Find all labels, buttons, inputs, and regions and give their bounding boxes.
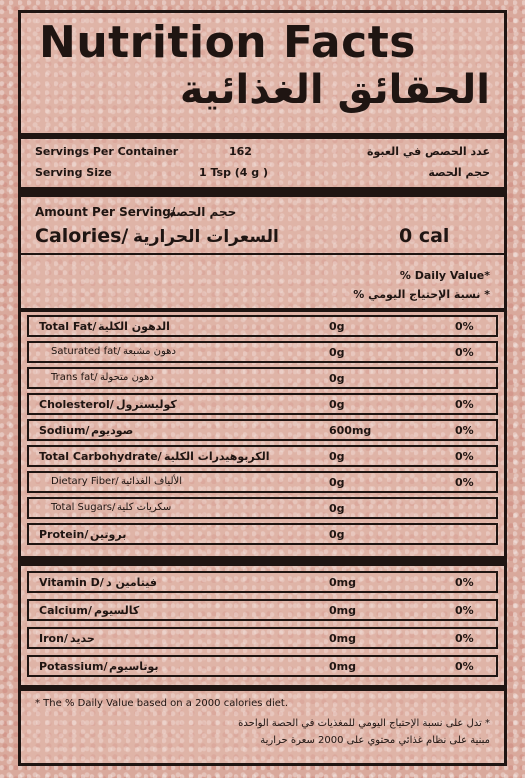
nutrient-name-arabic: بروتين — [90, 528, 127, 541]
nutrient-name: Potassium/ — [39, 660, 108, 673]
amount-per-serving-arabic: حجم الحصة — [169, 205, 237, 219]
nutrient-name-arabic: كوليسترول — [116, 398, 177, 411]
daily-value-header: % Daily Value* — [399, 269, 490, 282]
servings-per-container-arabic: عدد الحصص في العبوة — [367, 145, 490, 158]
serving-size-arabic: حجم الحصة — [428, 166, 490, 179]
calories-arabic: السعرات الحرارية — [133, 227, 279, 247]
calories-label: Calories/ — [35, 225, 129, 247]
nutrient-name: Calcium/ — [39, 604, 92, 617]
footnote-arabic-line1: * تدل على نسبة الإحتياج اليومي للمغذيات في الحصة الواحدة — [238, 718, 490, 729]
nutrient-name: Cholesterol/ — [39, 398, 114, 411]
nutrient-name-arabic: حديد — [70, 632, 95, 645]
divider-thick — [21, 133, 504, 139]
nutrient-name: Total Sugars/ — [51, 502, 116, 513]
nutrient-name: Iron/ — [39, 632, 68, 645]
nutrient-amount: 0mg — [329, 604, 356, 617]
nutrient-amount: 0g — [329, 502, 345, 515]
nutrient-amount: 0g — [329, 476, 345, 489]
nutrient-name-arabic: دهون متحولة — [100, 372, 154, 383]
nutrient-daily-value: 0% — [455, 476, 474, 489]
calories-value: 0 cal — [399, 225, 450, 247]
servings-per-container-value: 162 — [229, 145, 252, 158]
nutrient-row — [27, 419, 498, 441]
nutrient-row — [27, 341, 498, 363]
nutrient-row — [27, 523, 498, 545]
nutrient-row — [27, 393, 498, 415]
nutrient-row — [27, 445, 498, 467]
nutrient-amount: 0mg — [329, 576, 356, 589]
nutrient-row — [27, 655, 498, 677]
nutrition-label — [18, 10, 507, 766]
nutrient-daily-value: 0% — [455, 450, 474, 463]
title-english: Nutrition Facts — [39, 17, 416, 68]
divider-thin — [21, 253, 504, 255]
nutrient-daily-value: 0% — [455, 424, 474, 437]
nutrient-name-arabic: الكربوهيدرات الكلية — [164, 450, 270, 463]
nutrient-row — [27, 497, 498, 519]
nutrient-amount: 0mg — [329, 660, 356, 673]
servings-per-container-label: Servings Per Container — [35, 145, 179, 158]
nutrient-name: Protein/ — [39, 528, 89, 541]
nutrient-row — [27, 315, 498, 337]
nutrient-daily-value: 0% — [455, 320, 474, 333]
nutrient-name-arabic: فيتامين د — [106, 576, 157, 589]
footnote-arabic-line2: مبنية على نظام غذائي محتوي على 2000 سعرة حرارية — [260, 735, 490, 746]
nutrient-amount: 600mg — [329, 424, 372, 437]
nutrient-row — [27, 367, 498, 389]
nutrient-name: Total Fat/ — [39, 320, 97, 333]
nutrient-daily-value: 0% — [455, 398, 474, 411]
nutrient-name-arabic: الألياف الغذائية — [121, 476, 182, 487]
nutrient-daily-value: 0% — [455, 604, 474, 617]
nutrient-name-arabic: سكريات كلية — [117, 502, 172, 513]
nutrient-name: Saturated fat/ — [51, 346, 121, 357]
daily-value-header-arabic: * نسبة الإحتياج اليومي % — [353, 288, 490, 301]
nutrient-row — [27, 571, 498, 593]
nutrient-amount: 0g — [329, 528, 345, 541]
nutrient-amount: 0g — [329, 320, 345, 333]
nutrient-name: Sodium/ — [39, 424, 90, 437]
nutrient-row — [27, 599, 498, 621]
nutrient-daily-value: 0% — [455, 576, 474, 589]
nutrient-name: Vitamin D/ — [39, 576, 104, 589]
divider-thick — [21, 308, 504, 312]
nutrient-amount: 0g — [329, 450, 345, 463]
nutrient-name-arabic: دهون مشبعة — [123, 346, 176, 357]
nutrient-amount: 0g — [329, 398, 345, 411]
nutrient-amount: 0g — [329, 372, 345, 385]
nutrient-name: Dietary Fiber/ — [51, 476, 119, 487]
nutrient-row — [27, 627, 498, 649]
nutrient-name-arabic: الدهون الكلية — [98, 320, 170, 333]
divider-thick — [21, 685, 504, 691]
divider-thick — [21, 556, 504, 566]
serving-size-label: Serving Size — [35, 166, 112, 179]
nutrient-name: Trans fat/ — [51, 372, 98, 383]
nutrient-row — [27, 471, 498, 493]
nutrient-name-arabic: كالسيوم — [94, 604, 140, 617]
nutrient-name-arabic: صوديوم — [91, 424, 134, 437]
nutrient-daily-value: 0% — [455, 660, 474, 673]
nutrient-amount: 0mg — [329, 632, 356, 645]
nutrient-amount: 0g — [329, 346, 345, 359]
nutrient-daily-value: 0% — [455, 346, 474, 359]
divider-thick — [21, 187, 504, 197]
serving-size-value: 1 Tsp (4 g ) — [199, 166, 269, 179]
nutrient-daily-value: 0% — [455, 632, 474, 645]
footnote-english: * The % Daily Value based on a 2000 calories diet. — [35, 698, 289, 709]
nutrient-name: Total Carbohydrate/ — [39, 450, 162, 463]
nutrient-name-arabic: بوتاسيوم — [109, 660, 159, 673]
title-arabic: الحقائق الغذائية — [179, 67, 490, 113]
amount-per-serving-label: Amount Per Serving/ — [35, 205, 176, 219]
